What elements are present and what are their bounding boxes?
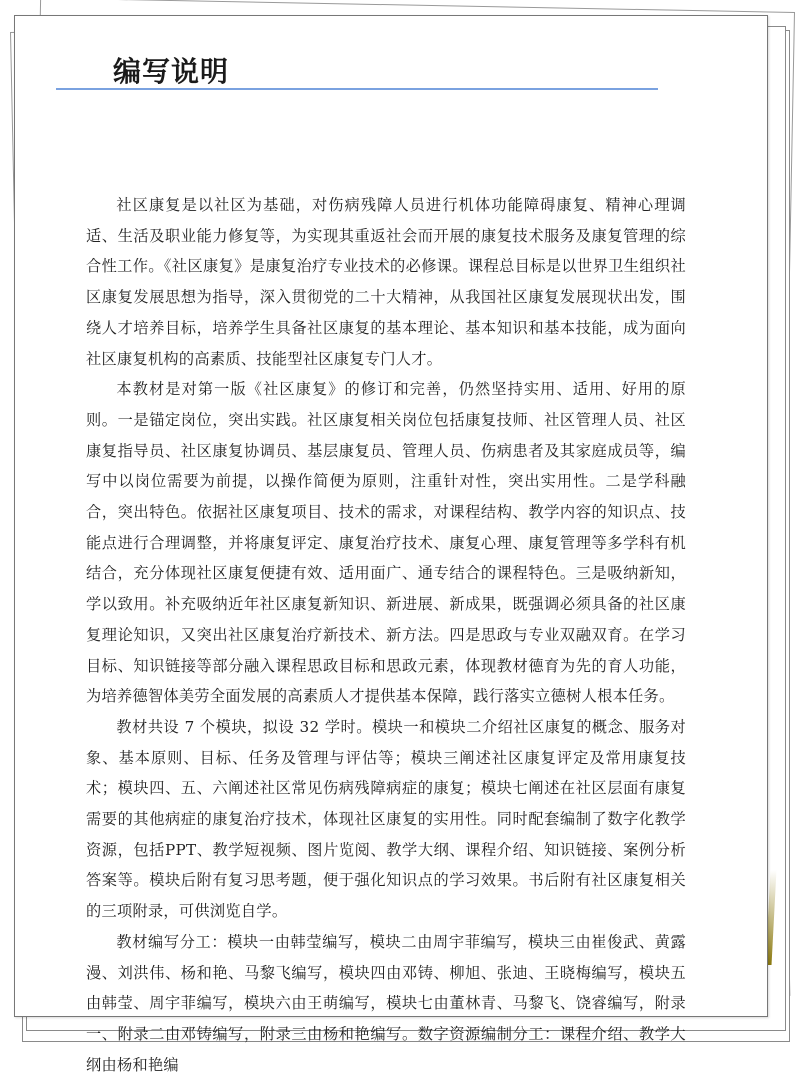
paragraph-structure: 教材共设 7 个模块，拟设 32 学时。模块一和模块二介绍社区康复的概念、服务对象、基本原则、目标、任务及管理与评估等；模块三阐述社区康复评定及常用康复技术；模块四、五、六阐述社区常见伤病残障病症的康复；模块七阐述在社区层面有康复需要的其他病症的康复治疗技术，体现社区康复的实用性。同时配套编制了数字化教学资源，包括PPT、教学短视频、图片览阅、教学大纲、课程介绍、知识链接、案例分析答案等。模块后附有复习思考题，便于强化知识点的学习效果。书后附有社区康复相关的三项附录，可供浏览自学。 xyxy=(86,717,686,921)
title-underline xyxy=(56,88,658,90)
paragraph-authors: 教材编写分工：模块一由韩莹编写，模块二由周宇菲编写，模块三由崔俊武、黄露漫、刘洪伟、杨和艳、马黎飞编写，模块四由邓铸、柳旭、张迪、王晓梅编写，模块五由韩莹、周宇菲编写，模块六由王萌编写，模块七由董林青、马黎飞、饶睿编写，附录一、附录二由邓铸编写，附录三由杨和艳编写。数字资源编制分工：课程介绍、教学大纲由杨和艳编 xyxy=(86,932,686,1074)
page-title: 编写说明 xyxy=(113,55,230,88)
paragraph-intro: 社区康复是以社区为基础，对伤病残障人员进行机体功能障碍康复、精神心理调适、生活及职业能力修复等，为实现其重返社会而开展的康复技术服务及康复管理的综合性工作。《社区康复》是康复治疗专业技术的必修课。课程总目标是以世界卫生组织社区康复发展思想为指导，深入贯彻党的二十大精神，从我国社区康复发展现状出发，围绕人才培养目标，培养学生具备社区康复的基本理论、基本知识和基本技能，成为面向社区康复机构的高素质、技能型社区康复专门人才。 xyxy=(86,196,686,368)
document-body xyxy=(86,190,686,1080)
paragraph-principles: 本教材是对第一版《社区康复》的修订和完善，仍然坚持实用、适用、好用的原则。一是锚定岗位，突出实践。社区康复相关岗位包括康复技师、社区管理人员、社区康复指导员、社区康复协调员、基层康复员、管理人员、伤病患者及其家庭成员等，编写中以岗位需要为前提，以操作简便为原则，注重针对性，突出实用性。二是学科融合，突出特色。依据社区康复项目、技术的需求，对课程结构、教学内容的知识点、技能点进行合理调整，并将康复评定、康复治疗技术、康复心理、康复管理等多学科有机结合，充分体现社区康复便捷有效、适用面广、通专结合的课程特色。三是吸纳新知，学以致用。补充吸纳近年社区康复新知识、新进展、新成果，既强调必须具备的社区康复理论知识，又突出社区康复治疗新技术、新方法。四是思政与专业双融双育。在学习目标、知识链接等部分融入课程思政目标和思政元素，体现教材德育为先的育人功能，为培养德智体美劳全面发展的高素质人才提供基本保障，践行落实立德树人根本任务。 xyxy=(86,380,686,706)
